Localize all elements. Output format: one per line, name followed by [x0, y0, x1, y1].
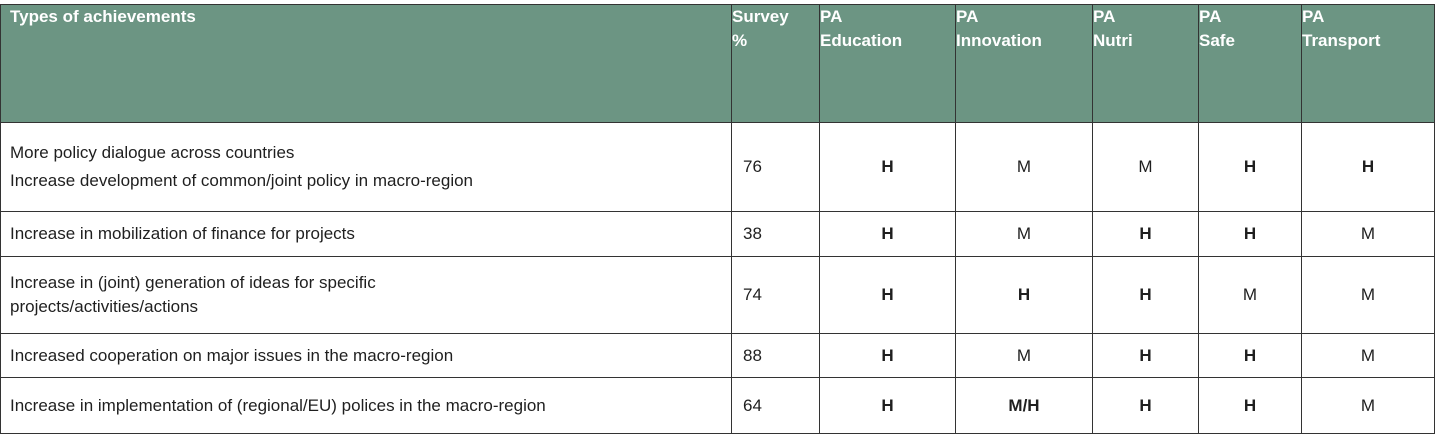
table-body — [1, 123, 1435, 434]
header-pa-education-line-2: Education — [820, 31, 903, 50]
table-row — [1, 378, 1435, 434]
header-pa-transport-line-1: PA — [1302, 7, 1325, 26]
survey-percent-cell: 74 — [732, 257, 820, 334]
pa-transport-rating: M — [1302, 334, 1435, 378]
pa-education-rating: H — [820, 334, 956, 378]
pa-nutri-rating: H — [1093, 212, 1199, 257]
pa-innovation-rating: M — [956, 212, 1093, 257]
header-pa-nutri-line-1: PA — [1093, 7, 1116, 26]
header-pa-transport — [1302, 5, 1435, 123]
survey-percent-cell: 64 — [732, 378, 820, 434]
header-row — [1, 5, 1435, 123]
achievements-table — [0, 4, 1435, 434]
header-pa-education-line-1: PA — [820, 7, 843, 26]
pa-innovation-rating: M — [956, 123, 1093, 212]
pa-transport-rating: M — [1302, 257, 1435, 334]
pa-nutri-rating: M — [1093, 123, 1199, 212]
header-types-label: Types of achievements — [10, 7, 196, 26]
table-header — [1, 5, 1435, 123]
header-survey-line-2: % — [732, 31, 748, 50]
header-pa-nutri-line-2: Nutri — [1093, 31, 1133, 50]
row-label-cell — [1, 334, 732, 378]
header-survey-line-1: Survey — [732, 7, 789, 26]
header-pa-safe-line-2: Safe — [1199, 31, 1235, 50]
table-row — [1, 257, 1435, 334]
row-label-line: projects/activities/actions — [10, 297, 199, 316]
pa-innovation-rating: M/H — [956, 378, 1093, 434]
pa-safe-rating: H — [1199, 334, 1302, 378]
header-pa-safe — [1199, 5, 1302, 123]
pa-transport-rating: M — [1302, 378, 1435, 434]
pa-education-rating: H — [820, 257, 956, 334]
row-label-line: Increase in mobilization of finance for projects — [10, 224, 355, 243]
header-survey — [732, 5, 820, 123]
header-pa-transport-line-2: Transport — [1302, 31, 1381, 50]
row-label-line: Increase in implementation of (regional/EU) polices in the macro-region — [10, 395, 546, 415]
header-pa-innovation — [956, 5, 1093, 123]
pa-safe-rating: H — [1199, 378, 1302, 434]
pa-education-rating: H — [820, 378, 956, 434]
pa-transport-rating: M — [1302, 212, 1435, 257]
row-label-line: More policy dialogue across countries — [10, 143, 295, 162]
header-pa-safe-line-1: PA — [1199, 7, 1222, 26]
row-label-line: Increased cooperation on major issues in the macro-region — [10, 345, 454, 365]
table-row — [1, 123, 1435, 212]
header-pa-education — [820, 5, 956, 123]
row-label-cell — [1, 257, 732, 334]
pa-safe-rating: H — [1199, 212, 1302, 257]
row-label-line: Increase development of common/joint policy in macro-region — [10, 171, 474, 190]
header-pa-innovation-line-1: PA — [956, 7, 979, 26]
row-label-cell — [1, 123, 732, 212]
row-label-cell — [1, 378, 732, 434]
pa-education-rating: H — [820, 123, 956, 212]
header-types-of-achievements — [1, 5, 732, 123]
header-pa-nutri — [1093, 5, 1199, 123]
survey-percent-cell: 76 — [732, 123, 820, 212]
pa-education-rating: H — [820, 212, 956, 257]
row-label-line: Increase in (joint) generation of ideas for specific — [10, 273, 376, 292]
survey-percent-cell: 38 — [732, 212, 820, 257]
pa-nutri-rating: H — [1093, 378, 1199, 434]
pa-innovation-rating: M — [956, 334, 1093, 378]
pa-transport-rating: H — [1302, 123, 1435, 212]
table-row — [1, 334, 1435, 378]
pa-nutri-rating: H — [1093, 257, 1199, 334]
survey-percent-cell: 88 — [732, 334, 820, 378]
header-pa-innovation-line-2: Innovation — [956, 31, 1042, 50]
pa-safe-rating: H — [1199, 123, 1302, 212]
pa-innovation-rating: H — [956, 257, 1093, 334]
row-label-cell — [1, 212, 732, 257]
pa-safe-rating: M — [1199, 257, 1302, 334]
table-row — [1, 212, 1435, 257]
pa-nutri-rating: H — [1093, 334, 1199, 378]
